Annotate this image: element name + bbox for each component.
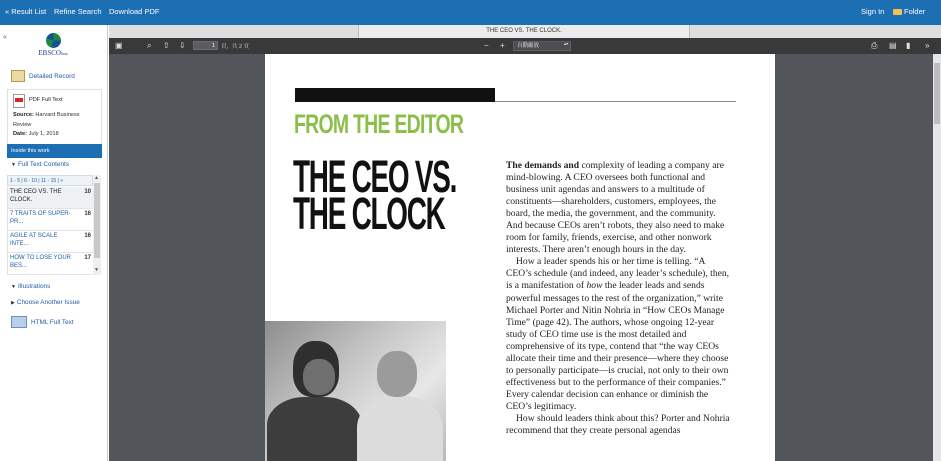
triangle-right-icon: ▶ <box>11 300 15 306</box>
article-headline <box>293 151 457 239</box>
bookmark-icon[interactable]: ▮ <box>906 41 911 50</box>
pdf-full-text-label: PDF Full Text <box>29 97 63 104</box>
headline-line-1: THE CEO VS. <box>293 151 457 202</box>
html-full-text-link[interactable] <box>11 316 74 328</box>
section-title: FROM THE EDITOR <box>294 109 464 139</box>
refine-search-link[interactable]: Refine Search <box>54 7 102 16</box>
html-icon <box>11 316 27 328</box>
toc-item[interactable]: THE CEO VS. THE CLOCK. 10 <box>8 187 93 209</box>
result-list-link[interactable]: « Result List <box>5 7 47 16</box>
date-line: Date: July 1, 2018 <box>13 131 59 137</box>
viewer-scrollbar[interactable] <box>933 54 941 461</box>
detailed-record-link[interactable] <box>11 70 75 82</box>
toc-scroll-thumb[interactable] <box>94 183 100 258</box>
header-black-bar <box>295 88 495 102</box>
folder-link[interactable] <box>893 7 925 16</box>
triangle-down-icon: ▼ <box>11 162 16 168</box>
toc-pager: 1 - 5 | 6 - 10 | 11 - 15 | » <box>7 175 93 186</box>
folder-icon <box>893 9 902 15</box>
triangle-down-icon: ▼ <box>11 284 16 290</box>
paragraph: How a leader spends his or her time is telling. “A CEO’s schedule (and indeed, any leader’s schedule), then, is a manifestation of how the leader leads and sends powerful messages to the rest of the organization,” write Michael Porter and Nitin Nohria in “How CEOs Manage Time” (page 42). The authors, whose ongoing 12-year study of CEO time use is the most detailed and comprehensive of its type, contend that “the way CEOs allocate their time and their presence—where they choose to personally participate—is crucial, not only to their own effectiveness but to the performance of their companies.” Every calendar decision can enhance or diminish the CEO’s legitimacy. <box>506 256 730 412</box>
paragraph: How should leaders think about this? Porter and Nohria recommend that they create personal agendas <box>506 412 730 437</box>
paragraph: The demands and complexity of leading a company are mind-blowing. A CEO oversees both functional and business unit agendas and answers to a multitude of constituents—shareholders, customers, employees, the board, the media, the government, and the community. And because CEOs aren’t robots, they also need to make room for family, friends, exercise, and other nonwork interests. There aren’t enough hours in the day. <box>506 160 725 256</box>
viewer-scroll-thumb[interactable] <box>934 63 940 124</box>
ebsco-logo <box>33 33 73 57</box>
print-icon[interactable]: ⎙ <box>871 41 878 50</box>
pdf-viewer <box>109 25 941 461</box>
top-nav-bar <box>0 0 941 25</box>
article-photo <box>265 321 446 461</box>
choose-another-issue-toggle[interactable]: ▶ Choose Another Issue <box>11 299 80 306</box>
toc-item[interactable]: HOW TO LOSE YOUR BES... 17 <box>8 253 93 275</box>
scroll-up-icon[interactable]: ▲ <box>94 175 99 181</box>
next-page-icon[interactable]: ⇩ <box>179 41 186 50</box>
download-pdf-link[interactable]: Download PDF <box>109 7 160 16</box>
header-rule-line <box>495 101 736 102</box>
pdf-icon <box>13 94 25 108</box>
sign-in-link[interactable]: Sign In <box>861 7 885 16</box>
page-number-input[interactable]: 1 <box>193 41 218 50</box>
tools-menu-icon[interactable]: » <box>925 41 930 50</box>
illustrations-toggle[interactable]: ▼ Illustrations <box>11 283 51 290</box>
logo-text: EBSCOhost <box>38 49 68 57</box>
document-tab-bar <box>109 25 941 38</box>
toc-list <box>7 187 93 275</box>
page-count: 頁，共 2 頁 <box>221 44 250 50</box>
zoom-out-button[interactable]: − <box>484 41 489 50</box>
pdf-full-text-link[interactable] <box>13 94 97 108</box>
zoom-in-button[interactable]: + <box>500 41 505 50</box>
html-full-text-label: HTML Full Text <box>31 318 74 326</box>
record-icon <box>11 70 25 82</box>
zoom-select[interactable]: 自動縮放 ▴▾ <box>513 41 571 51</box>
inside-this-work-header: Inside this work <box>7 144 102 158</box>
folder-label: Folder <box>904 7 926 16</box>
collapse-sidebar-button[interactable]: « <box>3 34 7 41</box>
toc-item[interactable]: 7 TRAITS OF SUPER-PR... 16 <box>8 209 93 231</box>
sidebar-toggle-icon[interactable]: ▣ <box>115 41 123 50</box>
pager-1-5[interactable]: 1 - 5 <box>10 178 21 184</box>
pager-next[interactable]: » <box>60 178 64 184</box>
pager-11-15[interactable]: 11 - 15 <box>40 178 57 184</box>
article-body <box>506 160 732 437</box>
sidebar <box>0 25 108 461</box>
pdf-toolbar <box>109 38 941 54</box>
headline-line-2: THE CLOCK <box>293 188 445 239</box>
pdf-info-box <box>7 89 102 145</box>
source-line: Source: Harvard Business Review <box>13 112 80 128</box>
toc-item[interactable]: AGILE AT SCALE INTE... 16 <box>8 231 93 253</box>
search-icon[interactable]: ⌕ <box>147 41 152 50</box>
scroll-down-icon[interactable]: ▼ <box>94 267 99 273</box>
pager-6-10[interactable]: 6 - 10 <box>24 178 37 184</box>
toc-scrollbar[interactable] <box>93 175 101 275</box>
detailed-record-label: Detailed Record <box>29 72 75 80</box>
full-text-contents-toggle[interactable]: ▼ Full Text Contents <box>11 161 69 168</box>
globe-icon <box>46 33 61 48</box>
pdf-page <box>265 54 775 461</box>
save-icon[interactable]: ▤ <box>889 41 897 50</box>
previous-page-icon[interactable]: ⇧ <box>163 41 170 50</box>
document-tab[interactable]: THE CEO VS. THE CLOCK. <box>358 25 690 38</box>
